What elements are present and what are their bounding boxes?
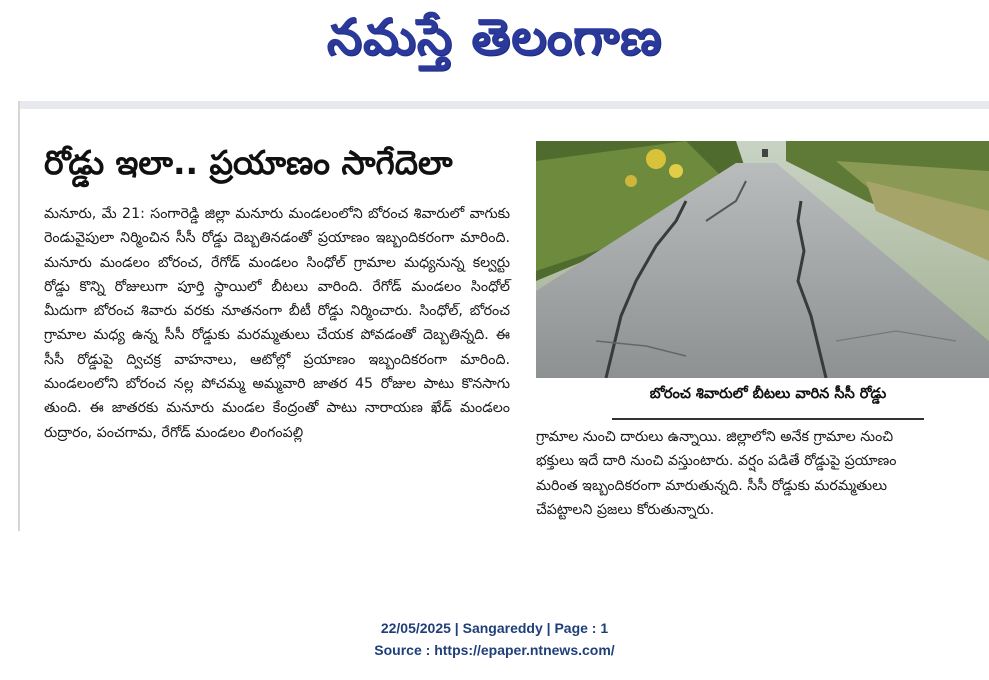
article-headline: రోడ్డు ఇలా.. ప్రయాణం సాగేదెలా [44, 143, 453, 182]
newspaper-logo: నమస్తే తెలంగాణ [326, 8, 663, 66]
body-right-line: గ్రామాల నుంచి దారులు ఉన్నాయి. జిల్లాలోని అనేక గ్రామాల నుంచి [536, 429, 894, 445]
photo-caption: బోరంచ శివారులో బీటలు వారిన సీసీ రోడ్డు [649, 386, 887, 402]
body-right-line: భక్తులు ఇదే దారి నుంచి వస్తుంటారు. వర్షం పడితే రోడ్డుపై ప్రయాణం [536, 453, 897, 470]
page-footer [0, 617, 989, 661]
article-photo [536, 141, 989, 378]
footer-source-line: Source : https://epaper.ntnews.com/ [374, 642, 615, 658]
cracked-road-photo [536, 141, 989, 378]
article-body-right [536, 425, 989, 522]
left-divider [18, 101, 20, 531]
article-body-text: మనూరు, మే 21: సంగారెడ్డి జిల్లా మనూరు మండలంలోని బోరంచ శివారులో వాగుకు రెండువైపులా నిర్మించిన సీసీ రోడ్డు దెబ్బతినడంతో ప్రయాణం ఇబ్బందికరంగా మారింది. మనూరు మండలం బోరంచ, రేగోడ్ మండలం సింధోల్ గ్రామాల మధ్యనున్న కల్వర్టు రోడ్డు కొన్ని రోజులుగా పూర్తి స్థాయిలో బీటలు వారింది. రేగోడ్ మండలం సింధోల్ మీదుగా బోరంచ శివారు వరకు నూతనంగా బీటీ రోడ్డు నిర్మించారు. సింధోల్, బోరంచ గ్రామాల మధ్య ఉన్న సీసీ రోడ్డుకు మరమ్మతులు చేయక పోవడంతో దెబ్బతిన్నది. ఈ సీసీ రోడ్డుపై ద్విచక్ర వాహనాలు, ఆటోల్లో ప్రయాణం ఇబ్బందికరంగా మారింది. మండలంలోని బోరంచ నల్ల పోచమ్మ అమ్మవారి జాతర 45 రోజుల పాటు కొనసాగు తుంది. ఈ జాతరకు మనూరు మండల కేంద్రంతో పాటు నారాయణ ఖేడ్ మండలం రుద్రారం, పంచగామ, రేగోడ్ మండలం లింగంపల్లి [44, 206, 510, 441]
body-right-line: చేపట్టాలని ప్రజలు కోరుతున్నారు. [536, 501, 715, 518]
masthead [0, 0, 989, 80]
article-body-left [44, 202, 510, 445]
body-right-line: మరింత ఇబ్బందికరంగా మారుతున్నది. సీసీ రోడ్డుకు మరమ్మతులు [536, 477, 888, 494]
footer-date-line: 22/05/2025 | Sangareddy | Page : 1 [380, 620, 609, 636]
photo-caption-box [612, 378, 924, 420]
top-divider [18, 101, 989, 109]
